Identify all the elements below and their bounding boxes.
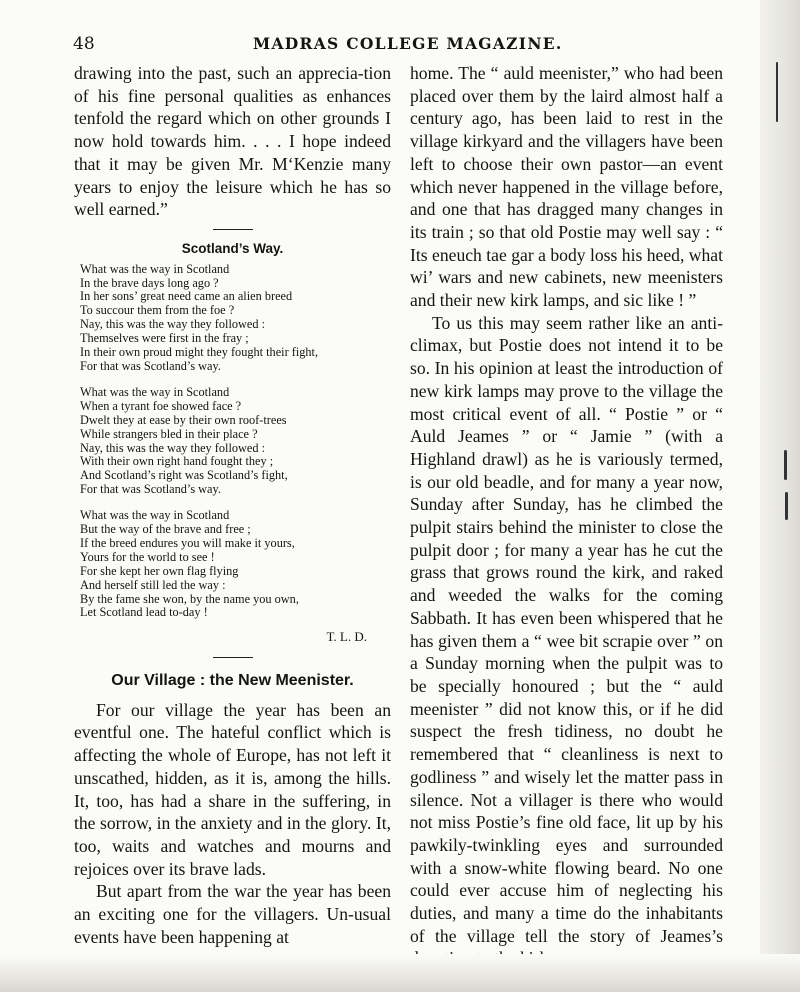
poem-line: By the fame she won, by the name you own,: [80, 591, 299, 606]
poem-line: While strangers bled in their place ?: [80, 426, 258, 441]
poem-line: To succour them from the foe ?: [80, 303, 235, 318]
poem-line: In the brave days long ago ?: [80, 275, 219, 290]
poem-line: And Scotland’s right was Scotland’s fight,: [80, 468, 288, 483]
poem-line: What was the way in Scotland: [80, 384, 230, 399]
page-gutter: [760, 0, 800, 992]
poem-line: In her sons’ great need came an alien breed: [80, 289, 293, 304]
poem-line: But the way of the brave and free ;: [80, 522, 251, 537]
poem-line: Let Scotland lead to-day !: [80, 605, 208, 620]
binding-mark: [784, 450, 787, 480]
poem-title: Scotland’s Way.: [181, 240, 284, 256]
poem-line: With their own right hand fought they ;: [80, 454, 274, 469]
poem-line: Dwelt they at ease by their own roof-trees: [80, 412, 287, 427]
poem-signature: T. L. D.: [326, 629, 367, 645]
page-bottom-edge: [0, 954, 800, 992]
binding-mark: [785, 492, 788, 520]
poem-line: In their own proud might they fought their fight,: [80, 345, 319, 360]
poem-line: For that was Scotland’s way.: [80, 482, 221, 497]
poem-line: Themselves were first in the fray ;: [80, 331, 249, 346]
running-head: MADRAS COLLEGE MAGAZINE.: [253, 34, 563, 53]
article-paragraph: But apart from the war the year has been an exciting one for the villagers. Un-usual events have been happening at: [74, 881, 391, 947]
poem-line: What was the way in Scotland: [80, 261, 230, 276]
right-column: [410, 62, 723, 970]
binding-mark: [776, 62, 778, 122]
article-paragraph: home. The “ auld meenister,” who had been placed over them by the laird almost half a century ago, has been laid to rest in the village kirkyard and the villagers have been left to choose their own pastor—an event which never happened in the village before, and one that has dragged many changes in its train ; so that old Postie may well say : “ Its eneuch tae gar a body loss his heed, what wi’ wars and new cabinets, new meenisters and their new kirk lamps, and sic like ! ”: [410, 63, 723, 311]
poem-line: For that was Scotland’s way.: [80, 358, 221, 373]
left-column: [74, 62, 391, 949]
page-header: [73, 34, 729, 56]
section-rule: [213, 657, 253, 658]
page-number: 48: [73, 34, 95, 54]
poem-stanza-3: [80, 509, 391, 620]
section-rule: [213, 229, 253, 230]
poem-stanza-2: [80, 386, 391, 497]
poem-line: What was the way in Scotland: [80, 508, 230, 523]
poem-stanza-1: [80, 263, 391, 374]
poem-line: When a tyrant foe showed face ?: [80, 398, 242, 413]
article-paragraph: For our village the year has been an eventful one. The hateful conflict which is affecting the whole of Europe, has not left it unscathed, hidden, as it is, among the hills. It, too, has had a share in the suffering, in the sorrow, in the anxiety and in the glory. It, too, waits and watches and mourns and rejoices over its brave lads.: [74, 699, 391, 879]
poem-line: Nay, this was the way they followed :: [80, 317, 265, 332]
poem-line: If the breed endures you will make it yours,: [80, 535, 295, 550]
poem-line: Nay, this was the way they followed :: [80, 440, 265, 455]
article-paragraph: To us this may seem rather like an anti-climax, but Postie does not intend it to be so. In his opinion at least the introduction of new kirk lamps may prove to the village the most critical event of all. “ Postie ” or “ Auld Jeames ” or “ Jamie ” (with a Highland drawl) as he is variously termed, is our old beadle, and for many a year now, Sunday after Sunday, has he climbed the pulpit stairs behind the minister to close the pulpit door ; for many a year has he cut the grass that grows round the kirk, and raked and weeded the walks for the coming Sabbath. It has even been whispered that he has given them a “ wee bit scrapie over ” on a Sunday morning when the pulpit was to be specially honoured ; but the “ auld meenister ” did not know this, or if he did suspect the fresh tidiness, no doubt he remembered that “ cleanliness is next to godliness ” and wisely let the matter pass in silence. Not a villager is there who would not miss Postie’s fine old face, lit up by his pawkily-twinkling eyes and surrounded with a snow-white flowing beard. No one could ever accuse him of neglecting his duties, and many a time do the inhabitants of the village tell the story of Jeames’s: [410, 312, 723, 946]
poem-line: For she kept her own flag flying: [80, 563, 239, 578]
poem-line: Yours for the world to see !: [80, 549, 215, 564]
poem-line: And herself still led the way :: [80, 577, 226, 592]
article-title: Our Village : the New Meenister.: [111, 672, 354, 690]
letter-continuation: drawing into the past, such an apprecia-tion of his fine personal qualities as enhances tenfold the regard which on other grounds I now hold towards him. . . . I hope indeed that it may be given Mr. M‘Kenzie many years to enjoy the leisure which he has so well earned.”: [74, 63, 391, 220]
